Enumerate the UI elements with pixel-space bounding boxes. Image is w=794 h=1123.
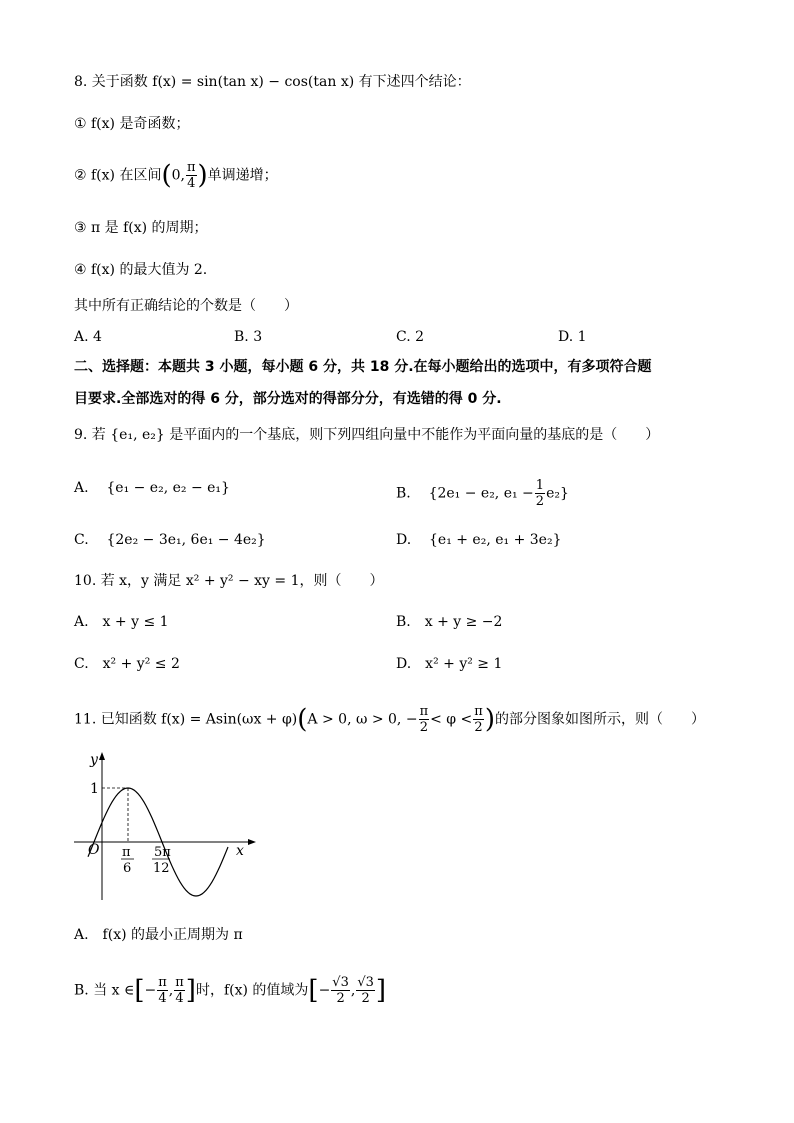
q10-option-a: A. x + y ≤ 1 bbox=[74, 614, 169, 630]
q9-option-a: A. {e₁ − e₂, e₂ − e₁} bbox=[74, 480, 230, 496]
y-axis-arrow-icon bbox=[99, 752, 105, 760]
section2-line2: 目要求.全部选对的得 6 分，部分选对的得部分分，有选错的得 0 分. bbox=[74, 391, 502, 407]
q9-option-d-text: {e₁ + e₂, e₁ + 3e₂} bbox=[429, 532, 562, 548]
q8-option-b: B. 3 bbox=[234, 329, 263, 345]
q8-statement-1: ① f(x) 是奇函数； bbox=[74, 116, 190, 132]
q10-option-c: C. x² + y² ≤ 2 bbox=[74, 656, 180, 672]
q8-statement-4: ④ f(x) 的最大值为 2. bbox=[74, 262, 208, 278]
graph-tick1-num: π bbox=[122, 845, 131, 860]
q9-stem bbox=[74, 425, 659, 445]
section2-line1: 二、选择题：本题共 3 小题，每小题 6 分，共 18 分.在每小题给出的选项中，有多项符合题 bbox=[74, 359, 652, 375]
graph-origin-label: O bbox=[88, 842, 100, 858]
q8-s2-interval-left: 0, bbox=[171, 167, 185, 184]
q11-option-b-interval-left: $\frac{\pi}{4}$ bbox=[158, 975, 167, 1006]
q11-option-b-range-left: $\frac{√3}{2}$ bbox=[332, 975, 349, 1006]
q11-option-b-interval-right: $\frac{\pi}{4}$ bbox=[175, 975, 184, 1006]
q9-option-b: B. {2e₁ − e₂, e₁ − $\frac{1}{2}$ e₂} bbox=[396, 478, 569, 509]
q10-stem: 10. 若 x，y 满足 x² + y² − xy = 1，则（ ） bbox=[74, 573, 384, 589]
q10-option-b: B. x + y ≥ −2 bbox=[396, 614, 503, 630]
q11-graph bbox=[68, 748, 258, 908]
q9-option-b-fraction: $\frac{1}{2}$ bbox=[535, 478, 545, 509]
graph-y-label: y bbox=[90, 752, 98, 768]
q11-cond-mid: < φ < bbox=[430, 711, 473, 728]
q8-option-c: C. 2 bbox=[396, 329, 425, 345]
q8-option-d: D. 1 bbox=[558, 329, 587, 345]
q8-ask: 其中所有正确结论的个数是（ ） bbox=[74, 298, 298, 314]
q9-option-d: D. {e₁ + e₂, e₁ + 3e₂} bbox=[396, 532, 562, 548]
graph-tick2-num: 5π bbox=[154, 845, 171, 860]
q11-stem-prefix: 11. 已知函数 f(x) = Asin(ωx + φ) bbox=[74, 711, 298, 728]
q10-option-d: D. x² + y² ≥ 1 bbox=[396, 656, 503, 672]
q8-statement-2: ② f(x) 在区间(0, $\frac{\pi}{4}$ )单调递增； bbox=[74, 160, 278, 191]
x-axis-arrow-icon bbox=[248, 839, 256, 845]
q8-option-a: A. 4 bbox=[74, 329, 102, 345]
q11-option-b: B. 当 x ∈[− $\frac{\pi}{4}$ , $\frac{\pi}{4}$ ]时，f(x) 的值域为[− $\frac{√3}{2}$ , $\frac{√3}{2}$ ] bbox=[74, 975, 387, 1006]
graph-tick1-den: 6 bbox=[123, 861, 132, 876]
graph-tick2-den: 12 bbox=[153, 861, 170, 876]
q9-option-b-pre: {2e₁ − e₂, e₁ − bbox=[428, 485, 534, 502]
q11-stem: 11. 已知函数 f(x) = Asin(ωx + φ)(A > 0, ω > 0, − $\frac{\pi}{2}$ < φ < $\frac{\pi}{2}$ )的部分图象如图所示，则（ ） bbox=[74, 704, 705, 735]
q9-option-c-text: {2e₂ − 3e₁, 6e₁ − 4e₂} bbox=[106, 532, 266, 548]
q11-stem-suffix: 的部分图象如图所示，则（ ） bbox=[494, 711, 705, 728]
graph-x-label: x bbox=[236, 843, 244, 859]
q9-option-a-text: {e₁ − e₂, e₂ − e₁} bbox=[106, 480, 230, 496]
q8-s2-prefix: ② f(x) 在区间 bbox=[74, 167, 162, 184]
q11-option-b-range-right: $\frac{√3}{2}$ bbox=[357, 975, 374, 1006]
q11-cond-fraction-right: $\frac{\pi}{2}$ bbox=[474, 704, 483, 735]
q11-cond-pre: A > 0, ω > 0, − bbox=[307, 711, 418, 728]
q9-option-b-post: e₂} bbox=[546, 485, 569, 502]
q11-option-a: A. f(x) 的最小正周期为 π bbox=[74, 927, 243, 943]
q11-option-b-mid: 时，f(x) 的值域为 bbox=[195, 982, 309, 999]
q9-stem-prefix: 9. 若 bbox=[74, 427, 106, 443]
q8-statement-3: ③ π 是 f(x) 的周期； bbox=[74, 220, 208, 236]
graph-tick-one: 1 bbox=[90, 781, 99, 797]
q8-stem: 8. 关于函数 f(x) = sin(tan x) − cos(tan x) 有下述四个结论： bbox=[74, 74, 471, 90]
q9-basis: {e₁, e₂} bbox=[110, 427, 165, 443]
q11-option-b-pre: B. 当 x ∈ bbox=[74, 982, 135, 999]
q9-stem-suffix: 是平面内的一个基底，则下列四组向量中不能作为平面向量的基底的是（ ） bbox=[169, 427, 660, 443]
q9-option-c: C. {2e₂ − 3e₁, 6e₁ − 4e₂} bbox=[74, 532, 266, 548]
q8-s2-fraction: $\frac{\pi}{4}$ bbox=[186, 160, 196, 191]
q8-s2-suffix: 单调递增； bbox=[207, 167, 278, 184]
q11-cond-fraction-left: $\frac{\pi}{2}$ bbox=[419, 704, 429, 735]
